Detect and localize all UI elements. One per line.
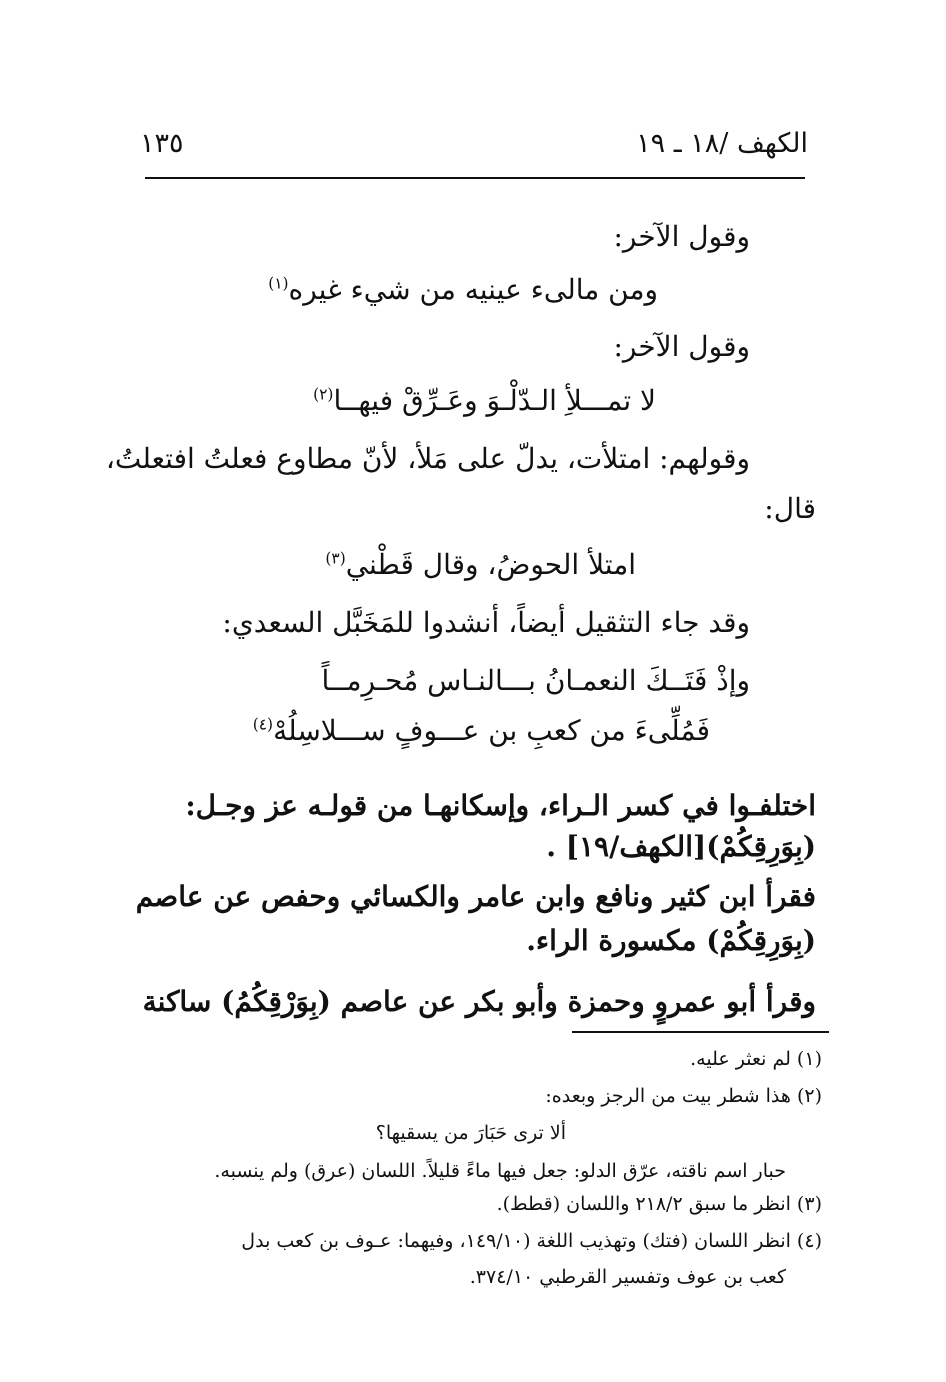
footnote-ref-3: (٣): [325, 549, 346, 568]
verse-text: امتلأ الحوضُ، وقال قَطْني: [345, 548, 636, 581]
text-line-7: (بِوَرِقِكُمْ)[الكهف/١٩] .: [546, 830, 816, 863]
text-line-6: اختلفـوا في كسر الـراء، وإسكانهـا من قولـه عز وجـل:: [185, 789, 816, 822]
footnote-2-text: حبار اسم ناقته، عرّق الدلو: جعل فيها ماءً قليلاً. اللسان (عرق) ولم ينسبه.: [214, 1160, 786, 1182]
header-rule: [145, 177, 805, 179]
running-title: الكهف /١٨ ـ ١٩: [636, 128, 808, 159]
text-line-4: قال:: [764, 492, 816, 525]
footnote-3: (٣) انظر ما سبق ٢١٨/٢ واللسان (قطط).: [496, 1193, 822, 1215]
verse-text: ومن مالىء عينيه من شيء غيره: [288, 273, 658, 306]
text-line-10: وقرأ أبو عمروٍ وحمزة وأبو بكر عن عاصم (بِوَرْقِكُمُ) ساكنة: [142, 985, 816, 1018]
text-line-5: وقد جاء التثقيل أيضاً، أنشدوا للمَخَبَّل السعدي:: [222, 606, 750, 639]
footnote-ref-4: (٤): [252, 715, 274, 734]
footnote-4: (٤) انظر اللسان (فتك) وتهذيب اللغة (١٤٩/١٠، وفيهما: عـوف بن كعب بدل: [241, 1230, 822, 1252]
footnote-4-continued: كعب بن عوف وتفسير القرطبي ٣٧٤/١٠.: [469, 1266, 786, 1288]
verse-line-4: وإذْ فَتَــكَ النعمـانُ بـــالنـاس مُحـرِمــاً: [321, 664, 750, 697]
verse-text: فَمُلِّىءَ من كعبِ بن عـــوفٍ ســـلاسِلُهْ: [273, 714, 710, 747]
text-line-3: وقولهم: امتلأت، يدلّ على مَلأ، لأنّ مطاوع فعلتُ افتعلتُ،: [105, 442, 750, 475]
footnote-rule: [572, 1031, 829, 1033]
verse-line-3: [325, 548, 636, 581]
footnote-1: (١) لم نعثر عليه.: [690, 1048, 822, 1070]
text-line-9: (بِوَرِقِكُمْ) مكسورة الراء.: [526, 924, 816, 957]
footnote-ref-1: (١): [268, 274, 289, 293]
text-line-2: وقول الآخر:: [613, 330, 750, 363]
text-line-8: فقرأ ابن كثير ونافع وابن عامر والكسائي وحفص عن عاصم: [135, 880, 816, 913]
footnote-2-verse: ألا ترى حَبَارَ من يسقيها؟: [375, 1122, 566, 1144]
verse-line-2: [313, 384, 656, 417]
verse-line-1: [268, 273, 658, 306]
footnote-ref-2: (٢): [313, 385, 334, 404]
verse-text: لا تمـــلأِ الـدّلْـوَ وعَـرِّقْ فيهــا: [333, 384, 656, 417]
text-line-1: وقول الآخر:: [613, 220, 750, 253]
verse-line-5: [253, 714, 710, 747]
footnote-2: (٢) هذا شطر بيت من الرجز وبعده:: [545, 1085, 822, 1107]
page-number: ١٣٥: [140, 128, 184, 159]
